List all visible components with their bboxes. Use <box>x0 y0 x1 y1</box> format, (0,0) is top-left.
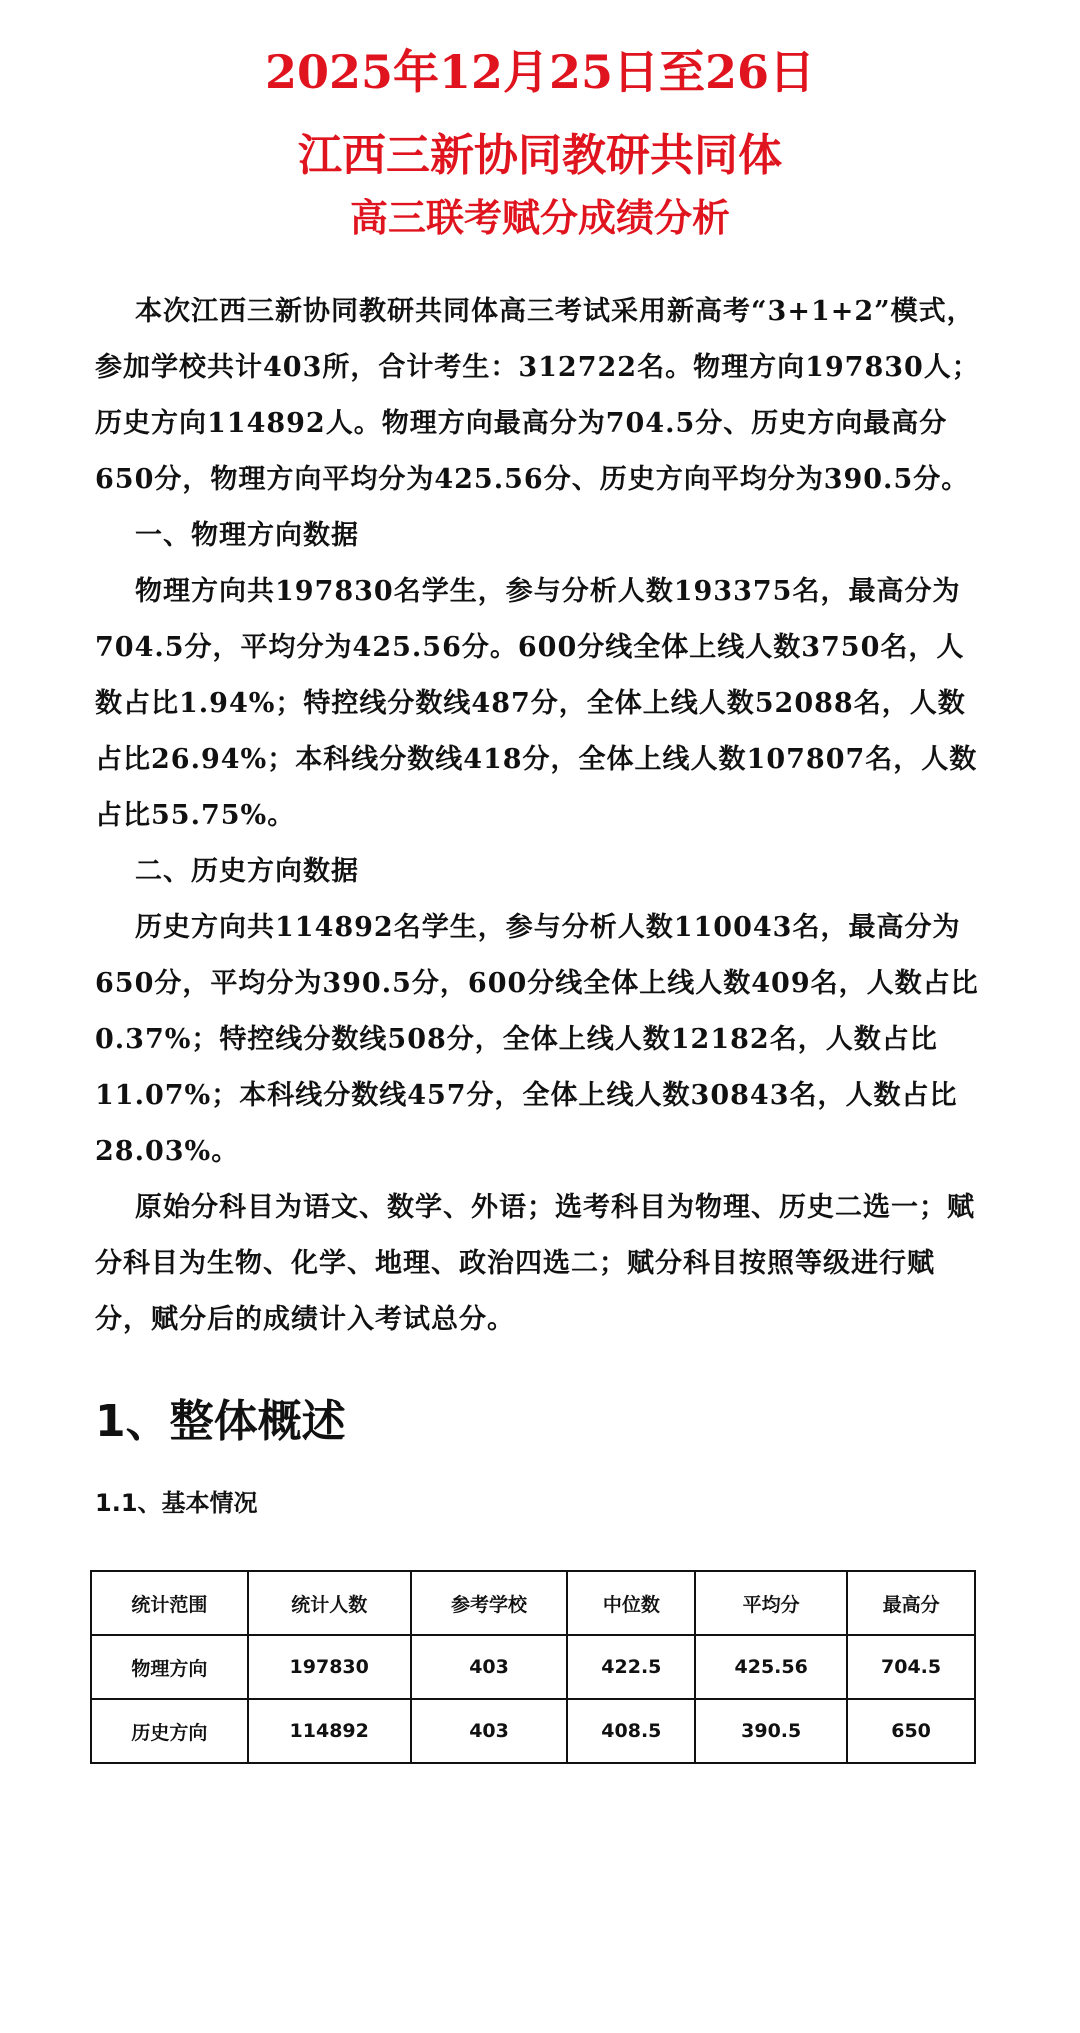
header-cell: 统计范围 <box>91 1571 248 1635</box>
table-header-row <box>91 1571 975 1635</box>
cell: 390.5 <box>695 1699 847 1763</box>
cell: 114892 <box>248 1699 411 1763</box>
history-heading: 二、历史方向数据 <box>135 856 359 887</box>
header-cell: 参考学校 <box>411 1571 568 1635</box>
cell: 704.5 <box>847 1635 975 1699</box>
header-cell: 中位数 <box>567 1571 695 1635</box>
title-date: 2025年12月25日至26日 <box>264 45 816 99</box>
table-row <box>91 1635 975 1699</box>
header-cell: 最高分 <box>847 1571 975 1635</box>
cell: 408.5 <box>567 1699 695 1763</box>
header-cell: 平均分 <box>695 1571 847 1635</box>
physics-heading: 一、物理方向数据 <box>135 520 359 551</box>
cell: 403 <box>411 1699 568 1763</box>
intro-paragraph: 本次江西三新协同教研共同体高三考试采用新高考“3+1+2”模式，参加学校共计403所，合计考生：312722名。物理方向197830人；历史方向114892人。物理方向最高分为704.5分、历史方向最高分650分，物理方向平均分为425.56分、历史方向平均分为390.5分。 <box>95 296 980 495</box>
title-org: 江西三新协同教研共同体 <box>298 130 782 181</box>
cell: 物理方向 <box>91 1635 248 1699</box>
history-paragraph: 历史方向共114892名学生，参与分析人数110043名，最高分为650分，平均分为390.5分，600分线全体上线人数409名，人数占比0.37%；特控线分数线508分，全体上线人数12182名，人数占比11.07%；本科线分数线457分，全体上线人数30843名，人数占比28.03%。 <box>95 912 979 1167</box>
subjects-paragraph: 原始分科目为语文、数学、外语；选考科目为物理、历史二选一；赋分科目为生物、化学、地理、政治四选二；赋分科目按照等级进行赋分，赋分后的成绩计入考试总分。 <box>95 1192 975 1335</box>
cell: 历史方向 <box>91 1699 248 1763</box>
basic-stats-table <box>90 1570 976 1764</box>
header-cell: 统计人数 <box>248 1571 411 1635</box>
title-subtitle: 高三联考赋分成绩分析 <box>349 195 730 240</box>
cell: 197830 <box>248 1635 411 1699</box>
cell: 425.56 <box>695 1635 847 1699</box>
cell: 403 <box>411 1635 568 1699</box>
physics-paragraph: 物理方向共197830名学生，参与分析人数193375名，最高分为704.5分，平均分为425.56分。600分线全体上线人数3750名，人数占比1.94%；特控线分数线487分，全体上线人数52088名，人数占比26.94%；本科线分数线418分，全体上线人数107807名，人数占比55.75%。 <box>95 576 978 831</box>
cell: 422.5 <box>567 1635 695 1699</box>
table-row <box>91 1699 975 1763</box>
cell: 650 <box>847 1699 975 1763</box>
section-heading: 1、整体概述 <box>95 1396 346 1447</box>
subsection-heading: 1.1、基本情况 <box>95 1489 258 1517</box>
